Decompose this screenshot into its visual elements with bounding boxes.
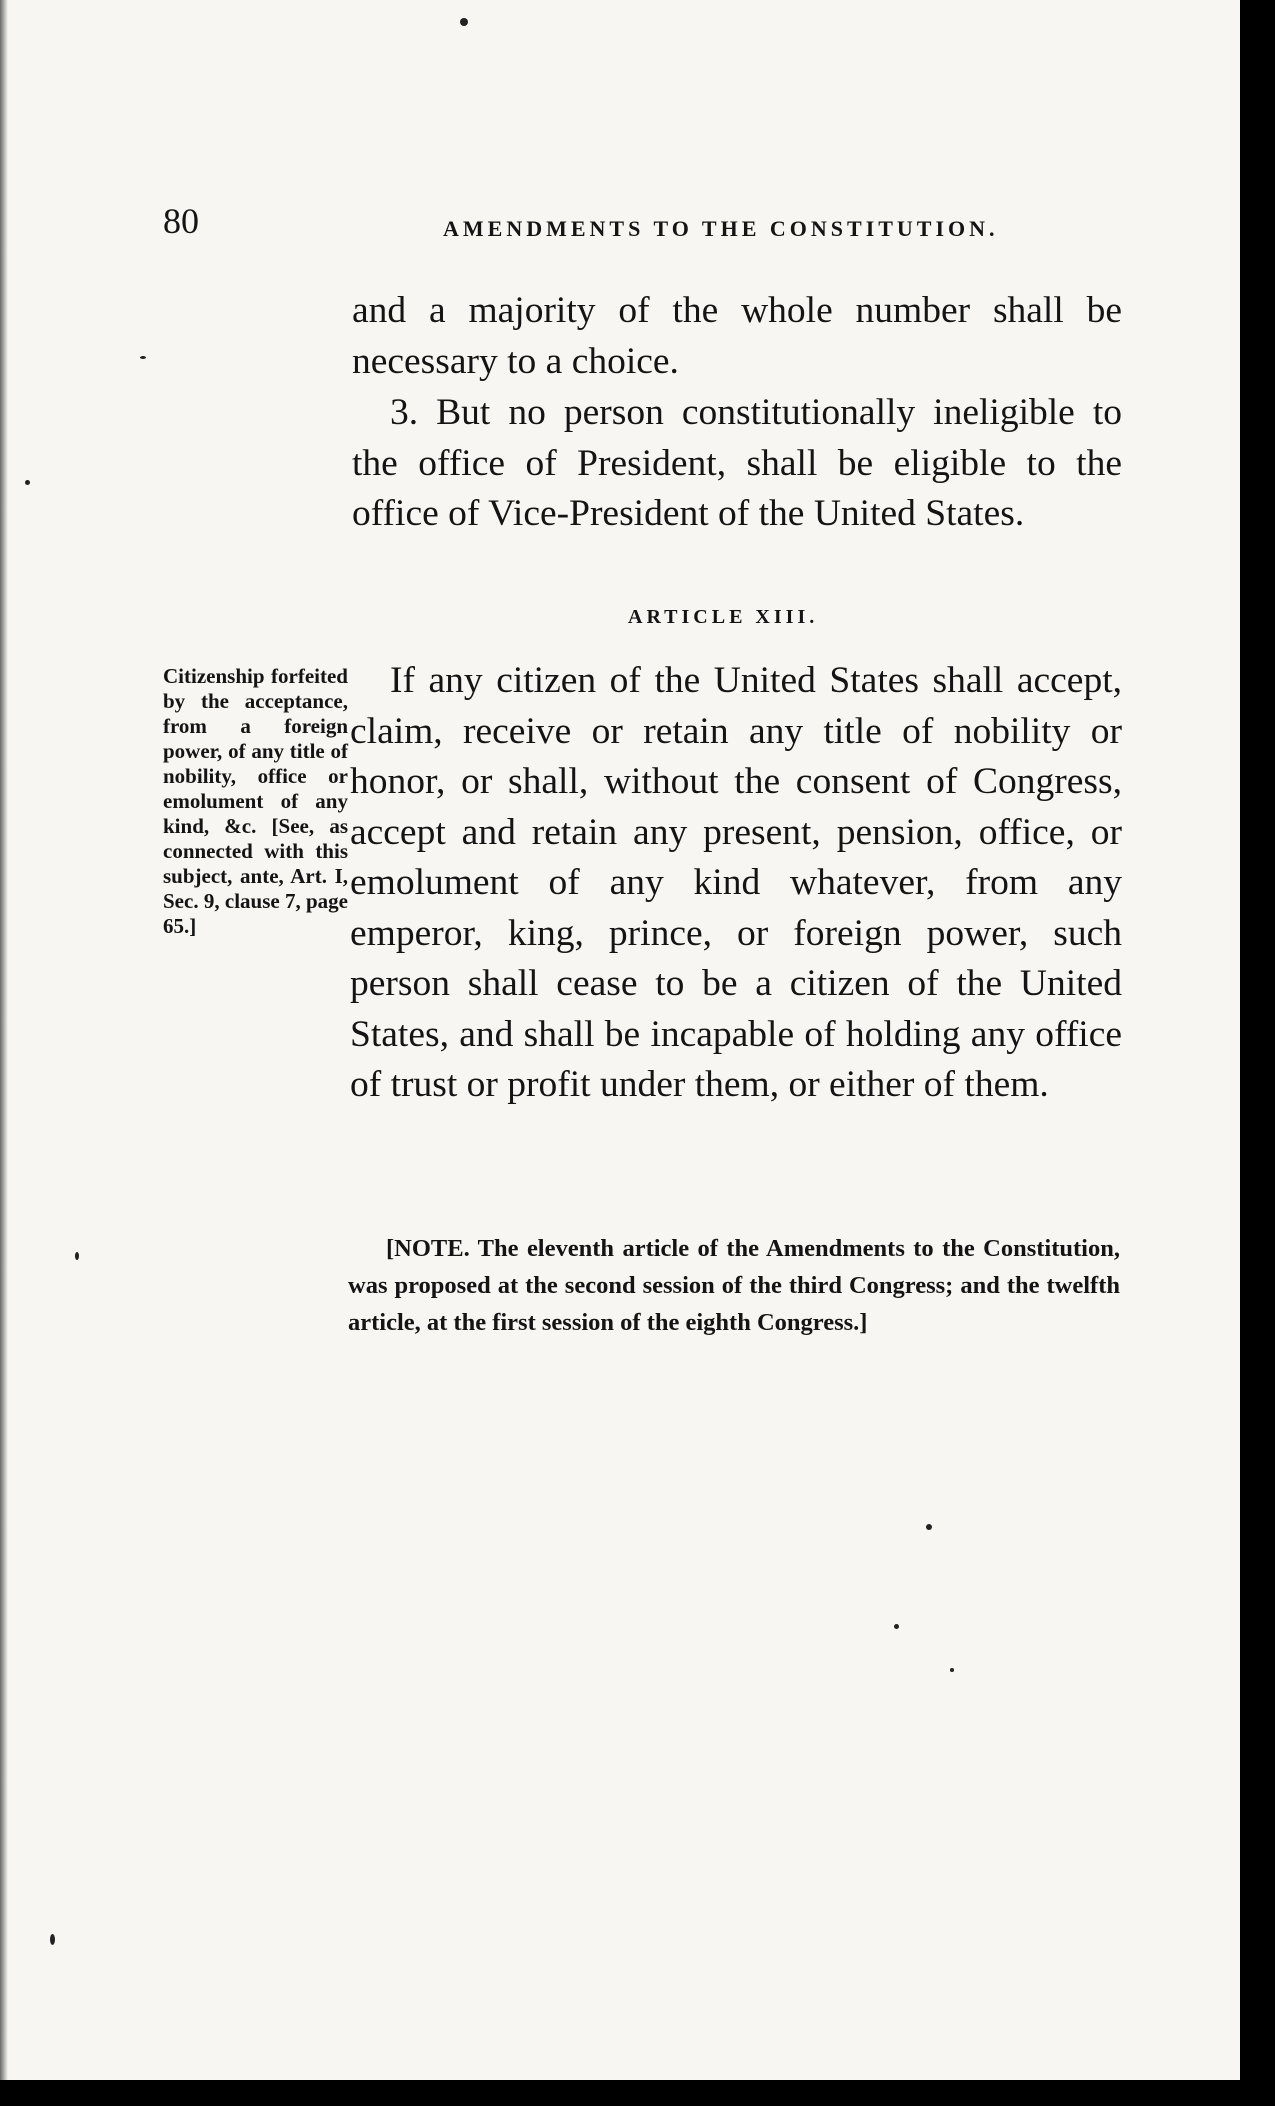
paragraph-clause-3: 3. But no person constitutionally ineligible to the office of President, shall be eligible to the office of Vice-President of the United States.	[352, 392, 1122, 534]
scan-speck	[926, 1524, 932, 1530]
article-text: If any citizen of the United States shall accept, claim, receive or retain any title of nobility or honor, or shall, without the consent of Congress, accept and retain any present, pension, office, or emolument of any kind whatever, from any emperor, king, prince, or foreign power, such person shall cease to be a citizen of the United States, and shall be incapable of holding any office of trust or profit under them, or either of them.	[350, 660, 1122, 1105]
scan-speck	[140, 356, 146, 359]
scan-speck	[25, 480, 30, 485]
editorial-note: [NOTE. The eleventh article of the Amendments to the Constitution, was proposed at the second session of the third Congress; and the twelfth article, at the first session of the eighth Congress.]	[348, 1235, 1120, 1336]
scan-speck	[894, 1624, 899, 1629]
scan-shadow-right	[1240, 0, 1275, 2106]
page-edge-shadow	[0, 0, 8, 2080]
scan-shadow-bottom	[0, 2080, 1275, 2106]
paragraph-continuation: and a majority of the whole number shall be necessary to a choice.	[352, 290, 1122, 382]
scan-speck	[75, 1252, 79, 1260]
margin-sidenote: Citizenship forfeited by the acceptance, from a foreign power, of any title of nobility, office or emolument of any kind, &c. [See, as connected with this subject, ante, Art. I, Sec. 9, clause 7, page 65.]	[163, 664, 348, 938]
page-number: 80	[163, 201, 199, 241]
scan-speck	[460, 18, 468, 26]
scan-speck	[950, 1668, 954, 1672]
page-header	[163, 200, 1083, 250]
scan-speck	[50, 1934, 55, 1945]
article-heading: ARTICLE XIII.	[628, 606, 819, 628]
running-head: AMENDMENTS TO THE CONSTITUTION.	[443, 216, 999, 241]
